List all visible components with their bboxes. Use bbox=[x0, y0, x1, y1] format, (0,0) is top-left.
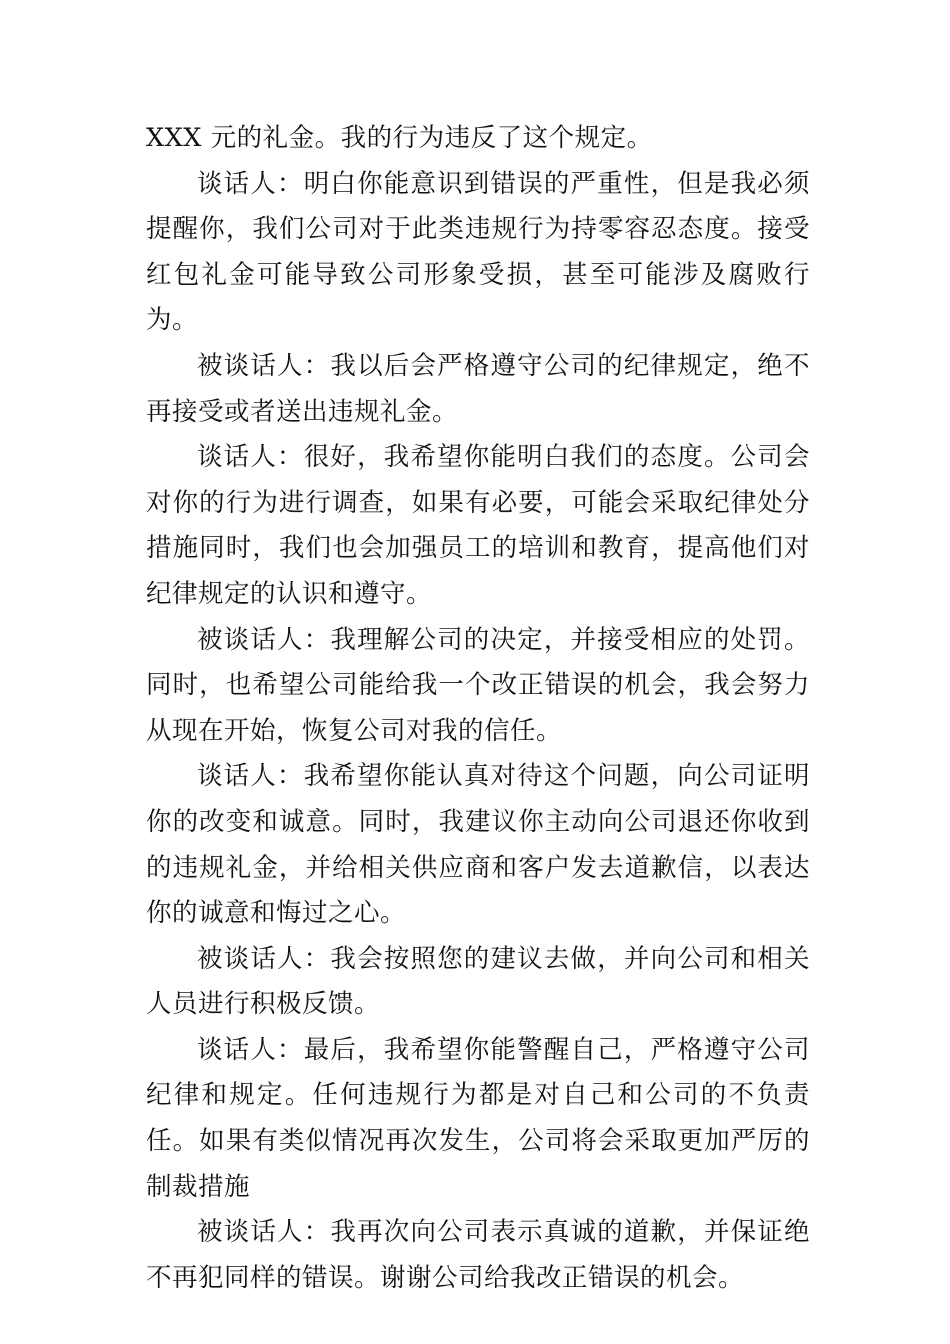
paragraph-interviewee: 被谈话人：我以后会严格遵守公司的纪律规定，绝不再接受或者送出违规礼金。 bbox=[146, 350, 810, 427]
paragraph-interviewer: 谈话人：我希望你能认真对待这个问题，向公司证明你的改变和诚意。同时，我建议你主动向公司退还你收到的违规礼金，并给相关供应商和客户发去道歉信，以表达你的诚意和悔过之心。 bbox=[146, 761, 810, 929]
paragraph-interviewer: 谈话人：很好，我希望你能明白我们的态度。公司会对你的行为进行调查，如果有必要，可能会采取纪律处分措施同时，我们也会加强员工的培训和教育，提高他们对纪律规定的认识和遵守。 bbox=[146, 442, 810, 609]
document-body bbox=[146, 116, 810, 1301]
paragraph-interviewer: 谈话人：明白你能意识到错误的严重性，但是我必须提醒你，我们公司对于此类违规行为持零容忍态度。接受红包礼金可能导致公司形象受损，甚至可能涉及腐败行为。 bbox=[146, 168, 810, 336]
paragraph-continuation: XXX 元的礼金。我的行为违反了这个规定。 bbox=[146, 123, 653, 153]
paragraph-interviewee: 被谈话人：我再次向公司表示真诚的道歉，并保证绝不再犯同样的错误。谢谢公司给我改正错误的机会。 bbox=[146, 1217, 810, 1293]
paragraph-interviewee: 被谈话人：我理解公司的决定，并接受相应的处罚。同时，也希望公司能给我一个改正错误的机会，我会努力从现在开始，恢复公司对我的信任。 bbox=[146, 624, 810, 746]
paragraph-interviewer: 谈话人：最后，我希望你能警醒自己，严格遵守公司纪律和规定。任何违规行为都是对自己和公司的不负责任。如果有类似情况再次发生，公司将会采取更加严厉的制裁措施 bbox=[146, 1034, 810, 1202]
paragraph-interviewee: 被谈话人：我会按照您的建议去做，并向公司和相关人员进行积极反馈。 bbox=[146, 943, 810, 1020]
